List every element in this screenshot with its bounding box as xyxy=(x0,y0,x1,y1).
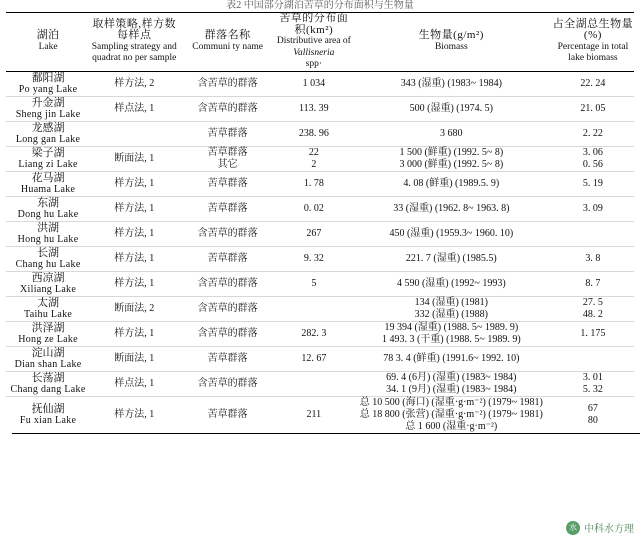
cell-percentage-line: 67 xyxy=(587,402,598,414)
cell-community xyxy=(178,346,277,371)
lake-name-cn: 太湖 xyxy=(37,296,60,309)
table-row xyxy=(6,146,634,171)
cell-percentage xyxy=(552,221,634,246)
cell-community-line: 含苦草的群落 xyxy=(197,302,258,314)
table-body xyxy=(6,71,634,433)
cell-lake xyxy=(6,346,90,371)
cell-strategy-line: 断面法, 1 xyxy=(114,152,155,164)
cell-percentage xyxy=(552,296,634,321)
cell-biomass xyxy=(351,196,552,221)
cell-biomass-line: 4 590 (湿重) (1992~ 1993) xyxy=(396,277,506,289)
cell-community-line: 含苦草的群落 xyxy=(197,227,258,239)
cell-biomass xyxy=(351,371,552,396)
table-bottom-rule xyxy=(12,433,640,434)
cell-area xyxy=(277,371,351,396)
cell-strategy xyxy=(90,221,178,246)
column-header-strategy: 取样策略,样方数 每样点 Sampling strategy and quadrat no per sample xyxy=(90,13,178,72)
cell-strategy xyxy=(90,321,178,346)
cell-strategy-line: 样方法, 1 xyxy=(114,202,155,214)
lake-biomass-table xyxy=(6,12,634,433)
cell-percentage-line: 27. 5 xyxy=(582,296,603,308)
cell-community-line: 含苦草的群落 xyxy=(197,377,258,389)
cell-strategy xyxy=(90,296,178,321)
cell-area-line: 2 xyxy=(311,158,317,170)
lake-name-cn: 东湖 xyxy=(37,196,60,209)
lake-name-en: Chang dang Lake xyxy=(10,383,86,395)
cell-biomass-line: 1 500 (鲜重) (1992. 5~ 8) xyxy=(399,146,504,158)
cell-area xyxy=(277,246,351,271)
cell-biomass xyxy=(351,271,552,296)
cell-biomass-line: 3 680 xyxy=(440,127,463,139)
cell-lake xyxy=(6,121,90,146)
table-row xyxy=(6,296,634,321)
cell-community xyxy=(178,246,277,271)
cell-percentage-line: 80 xyxy=(587,414,598,426)
cell-community xyxy=(178,171,277,196)
table-row xyxy=(6,246,634,271)
cell-percentage xyxy=(552,96,634,121)
cell-biomass-line: 1 493. 3 (干重) (1988. 5~ 1989. 9) xyxy=(381,333,521,345)
cell-strategy-line: 样点法, 1 xyxy=(114,102,155,114)
cell-biomass xyxy=(351,296,552,321)
cell-area xyxy=(277,71,351,96)
cell-lake xyxy=(6,371,90,396)
lake-name-cn: 洪泽湖 xyxy=(31,321,65,334)
lake-name-en: Sheng jin Lake xyxy=(15,108,81,120)
cell-area xyxy=(277,171,351,196)
cell-community-line: 含苦草的群落 xyxy=(197,277,258,289)
cell-biomass xyxy=(351,71,552,96)
cell-percentage-line: 8. 7 xyxy=(585,277,601,289)
table-row xyxy=(6,121,634,146)
cell-biomass xyxy=(351,171,552,196)
cell-strategy xyxy=(90,346,178,371)
cell-percentage-line: 1. 175 xyxy=(580,327,606,339)
cell-percentage xyxy=(552,121,634,146)
lake-name-cn: 龙感湖 xyxy=(31,121,65,134)
column-header-community: 群落名称 Communi ty name xyxy=(178,13,277,72)
cell-biomass-line: 33 (湿重) (1962. 8~ 1963. 8) xyxy=(393,202,510,214)
cell-community-line: 苦草群落 xyxy=(207,177,248,189)
cell-strategy xyxy=(90,121,178,146)
cell-lake xyxy=(6,71,90,96)
cell-biomass xyxy=(351,396,552,433)
cell-percentage-line: 48. 2 xyxy=(582,308,603,320)
cell-percentage-line: 5. 32 xyxy=(582,383,603,395)
watermark-badge-icon: 水 xyxy=(566,521,580,535)
cell-community xyxy=(178,121,277,146)
cell-percentage xyxy=(552,371,634,396)
cell-biomass-line: 总 1 600 (湿重·g·m⁻²) xyxy=(405,420,498,432)
lake-name-cn: 梁子湖 xyxy=(31,146,65,159)
cell-percentage xyxy=(552,346,634,371)
cell-strategy xyxy=(90,171,178,196)
watermark-label: 中科水方理 xyxy=(584,524,634,535)
cell-biomass-line: 34. 1 (9月) (湿重) (1983~ 1984) xyxy=(386,383,517,395)
cell-community xyxy=(178,396,277,433)
cell-community-line: 含苦草的群落 xyxy=(197,77,258,89)
cell-strategy xyxy=(90,371,178,396)
table-row xyxy=(6,71,634,96)
lake-name-cn: 淀山湖 xyxy=(31,346,65,359)
cell-area xyxy=(277,396,351,433)
cell-area-line: 282. 3 xyxy=(301,327,327,339)
table-row xyxy=(6,321,634,346)
table-caption: 表2 中国部分湖泊苦草的分布面积与生物量 xyxy=(226,0,414,11)
cell-biomass xyxy=(351,321,552,346)
cell-percentage-line: 3. 8 xyxy=(585,252,601,264)
cell-community-line: 苦草群落 xyxy=(207,352,248,364)
cell-percentage-line: 21. 05 xyxy=(580,102,606,114)
cell-strategy xyxy=(90,71,178,96)
cell-strategy-line: 样方法, 1 xyxy=(114,227,155,239)
cell-strategy-line: 样方法, 1 xyxy=(114,277,155,289)
cell-community xyxy=(178,146,277,171)
watermark xyxy=(566,520,634,535)
cell-biomass xyxy=(351,121,552,146)
cell-area xyxy=(277,221,351,246)
cell-biomass-line: 500 (湿重) (1974. 5) xyxy=(409,102,493,114)
cell-percentage-line: 3. 06 xyxy=(582,146,603,158)
cell-area xyxy=(277,321,351,346)
cell-area-line: 211 xyxy=(306,408,322,420)
cell-percentage-line: 22. 24 xyxy=(580,77,606,89)
cell-biomass-line: 343 (湿重) (1983~ 1984) xyxy=(400,77,502,89)
cell-community xyxy=(178,71,277,96)
lake-name-en: Hong ze Lake xyxy=(18,333,78,345)
table-header-row xyxy=(6,13,634,72)
cell-strategy-line: 样方法, 1 xyxy=(114,408,155,420)
cell-biomass xyxy=(351,146,552,171)
cell-percentage xyxy=(552,321,634,346)
cell-percentage-line: 0. 56 xyxy=(582,158,603,170)
cell-area-line: 113. 39 xyxy=(298,102,329,114)
lake-name-cn: 洪湖 xyxy=(37,221,60,234)
cell-area-line: 1 034 xyxy=(302,77,326,89)
cell-community-line: 其它 xyxy=(217,158,238,170)
cell-percentage xyxy=(552,196,634,221)
cell-community-line: 苦草群落 xyxy=(207,408,248,420)
cell-biomass-line: 78 3. 4 (鲜重) (1991.6~ 1992. 10) xyxy=(383,352,520,364)
cell-percentage xyxy=(552,171,634,196)
cell-biomass-line: 332 (湿重) (1988) xyxy=(414,308,488,320)
cell-lake xyxy=(6,196,90,221)
cell-lake xyxy=(6,171,90,196)
cell-percentage-line: 3. 01 xyxy=(582,371,603,383)
cell-percentage xyxy=(552,246,634,271)
lake-name-cn: 长湖 xyxy=(37,246,60,259)
cell-strategy xyxy=(90,96,178,121)
cell-percentage-line: 2. 22 xyxy=(582,127,603,139)
cell-strategy-line: 样方法, 1 xyxy=(114,327,155,339)
cell-strategy xyxy=(90,196,178,221)
cell-strategy-line: 样方法, 1 xyxy=(114,177,155,189)
cell-strategy-line: 样方法, 2 xyxy=(114,77,155,89)
cell-lake xyxy=(6,246,90,271)
cell-community-line: 苦草群落 xyxy=(207,146,248,158)
cell-area xyxy=(277,346,351,371)
cell-community xyxy=(178,371,277,396)
cell-biomass-line: 3 000 (鲜重) (1992. 5~ 8) xyxy=(399,158,504,170)
cell-biomass-line: 134 (湿重) (1981) xyxy=(414,296,488,308)
cell-area-line: 267 xyxy=(306,227,322,239)
column-header-percentage: 占全湖总生物量(%) Percentage in total lake biomass xyxy=(552,13,634,72)
cell-biomass xyxy=(351,221,552,246)
table-head xyxy=(6,13,634,72)
cell-lake xyxy=(6,221,90,246)
lake-name-en: Xiliang Lake xyxy=(20,283,77,295)
cell-area-line: 238. 96 xyxy=(298,127,329,139)
table-row xyxy=(6,396,634,433)
lake-name-cn: 花马湖 xyxy=(31,171,65,184)
lake-name-en: Huama Lake xyxy=(20,183,76,195)
cell-biomass xyxy=(351,346,552,371)
cell-biomass-line: 总 10 500 (海口) (湿重·g·m⁻²) (1979~ 1981) xyxy=(359,396,543,408)
cell-strategy xyxy=(90,271,178,296)
lake-name-en: Long gan Lake xyxy=(15,133,81,145)
lake-name-en: Taihu Lake xyxy=(24,308,73,320)
lake-name-cn: 抚仙湖 xyxy=(31,402,65,415)
cell-biomass-line: 4. 08 (鲜重) (1989.5. 9) xyxy=(403,177,500,189)
cell-community-line: 苦草群落 xyxy=(207,127,248,139)
cell-lake xyxy=(6,96,90,121)
cell-community-line: 苦草群落 xyxy=(207,202,248,214)
cell-biomass-line: 总 18 800 (张营) (湿重·g·m⁻²) (1979~ 1981) xyxy=(359,408,543,420)
cell-percentage xyxy=(552,71,634,96)
cell-area xyxy=(277,196,351,221)
lake-name-cn: 西凉湖 xyxy=(31,271,65,284)
table-row xyxy=(6,221,634,246)
cell-strategy-line: 样方法, 1 xyxy=(114,252,155,264)
cell-lake xyxy=(6,146,90,171)
cell-percentage xyxy=(552,271,634,296)
lake-name-en: Chang hu Lake xyxy=(15,258,81,270)
cell-strategy xyxy=(90,146,178,171)
cell-community xyxy=(178,271,277,296)
lake-name-en: Dian shan Lake xyxy=(14,358,82,370)
cell-strategy-line: 断面法, 2 xyxy=(114,302,155,314)
cell-community-line: 含苦草的群落 xyxy=(197,327,258,339)
cell-community-line: 含苦草的群落 xyxy=(197,102,258,114)
cell-area-line: 1. 78 xyxy=(303,177,324,189)
cell-community-line: 苦草群落 xyxy=(207,252,248,264)
lake-name-en: Po yang Lake xyxy=(18,83,78,95)
column-header-area: 苦草的分布面积(km²) Distributive area of Vallisneria spp· xyxy=(276,12,351,69)
cell-biomass-line: 221. 7 (湿重) (1985.5) xyxy=(405,252,497,264)
cell-area xyxy=(277,121,351,146)
table-row xyxy=(6,346,634,371)
cell-biomass xyxy=(351,246,552,271)
table-row xyxy=(6,171,634,196)
cell-percentage-line: 5. 19 xyxy=(582,177,603,189)
table-row xyxy=(6,196,634,221)
cell-biomass-line: 450 (湿重) (1959.3~ 1960. 10) xyxy=(389,227,514,239)
cell-area xyxy=(277,296,351,321)
cell-area-line: 12. 67 xyxy=(301,352,327,364)
cell-percentage xyxy=(552,396,634,433)
cell-lake xyxy=(6,271,90,296)
cell-community xyxy=(178,96,277,121)
cell-biomass xyxy=(351,96,552,121)
cell-community xyxy=(178,296,277,321)
table-row xyxy=(6,271,634,296)
cell-strategy-line: 断面法, 1 xyxy=(114,352,155,364)
cell-area xyxy=(277,271,351,296)
lake-name-en: Liang zi Lake xyxy=(18,158,78,170)
cell-strategy xyxy=(90,246,178,271)
lake-name-en: Fu xian Lake xyxy=(19,414,77,426)
lake-name-en: Hong hu Lake xyxy=(17,233,79,245)
cell-community xyxy=(178,196,277,221)
cell-strategy xyxy=(90,396,178,433)
lake-name-cn: 升金湖 xyxy=(31,96,65,109)
column-header-lake: 湖泊 Lake xyxy=(6,13,90,72)
cell-area-line: 5 xyxy=(311,277,317,289)
cell-percentage xyxy=(552,146,634,171)
cell-area-line: 9. 32 xyxy=(303,252,324,264)
cell-lake xyxy=(6,296,90,321)
cell-community xyxy=(178,321,277,346)
column-header-biomass: 生物量(g/m²) Biomass xyxy=(351,13,552,72)
cell-area xyxy=(277,96,351,121)
lake-name-cn: 鄱阳湖 xyxy=(31,71,65,84)
cell-strategy-line: 样点法, 1 xyxy=(114,377,155,389)
cell-lake xyxy=(6,396,90,433)
cell-percentage-line: 3. 09 xyxy=(582,202,603,214)
lake-name-en: Dong hu Lake xyxy=(17,208,79,220)
cell-lake xyxy=(6,321,90,346)
cell-area-line: 22 xyxy=(308,146,319,158)
cell-area xyxy=(277,146,351,171)
lake-name-cn: 长荡湖 xyxy=(31,371,65,384)
cell-biomass-line: 69. 4 (6月) (湿重) (1983~ 1984) xyxy=(386,371,517,383)
cell-biomass-line: 19 394 (湿重) (1988. 5~ 1989. 9) xyxy=(384,321,519,333)
table-row xyxy=(6,371,634,396)
cell-community xyxy=(178,221,277,246)
table-row xyxy=(6,96,634,121)
cell-area-line: 0. 02 xyxy=(303,202,324,214)
